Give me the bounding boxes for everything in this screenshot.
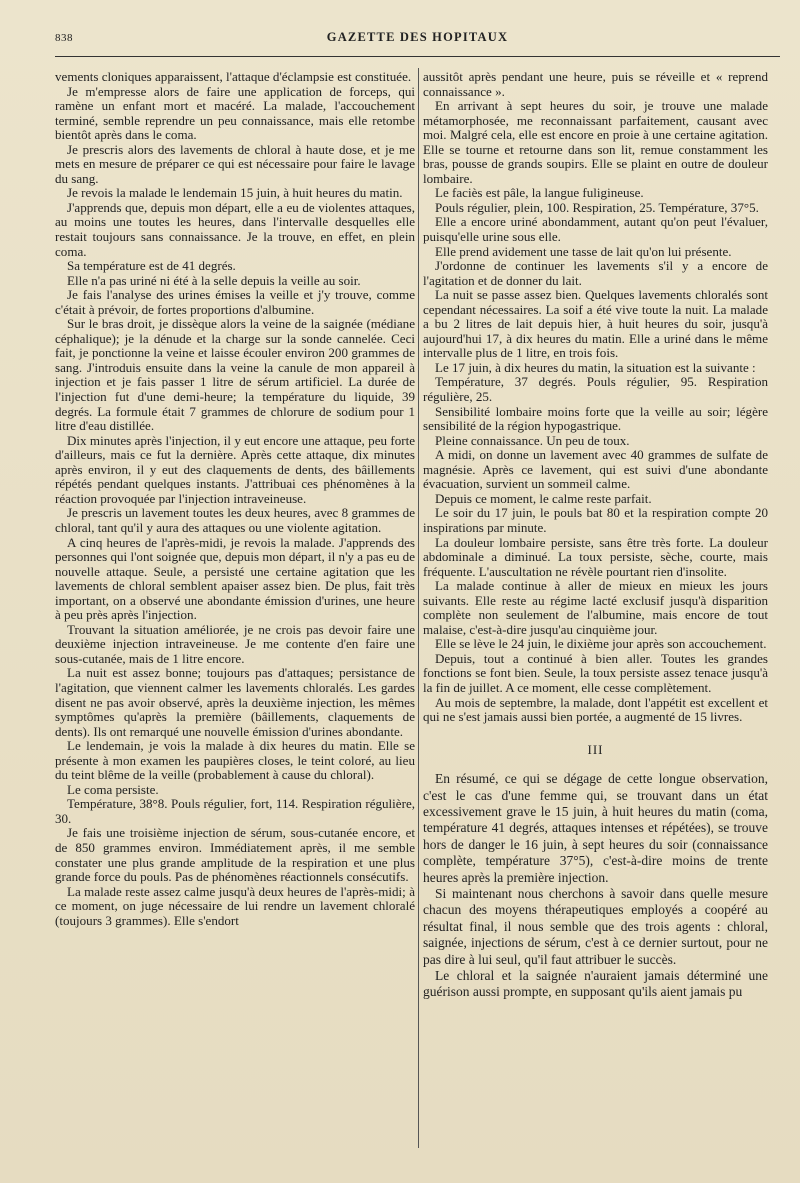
paragraph: La douleur lombaire persiste, sans être très forte. La douleur abdominale a diminué. La toux persiste, sèche, courte, mais fréquente. L'auscultation ne révèle pourtant rien d'insolite.: [423, 534, 768, 579]
paragraph: Pleine connaissance. Un peu de toux.: [435, 432, 630, 448]
paragraph: Je m'empresse alors de faire une application de forceps, qui ramène un enfant mort et macéré. La malade, l'accouchement terminé, semble reprendre un peu connaissance, mais elle retombe bientôt après dans le coma.: [55, 83, 415, 143]
right-column: [423, 70, 768, 1001]
header-rule: [55, 56, 780, 57]
journal-title: GAZETTE DES HOPITAUX: [326, 30, 509, 44]
paragraph: En arrivant à sept heures du soir, je trouve une malade métamorphosée, me reconnaissant parfaitement, causant avec moi. Malgré cela, elle est encore en proie à une certaine agitation. Elle se tourne et retourne dans son lit, remue constamment les bras, pousse de grands soupirs. Elle se plaint en outre de douleur lombaire.: [423, 98, 768, 186]
left-column: [55, 70, 415, 928]
paragraph: Elle se lève le 24 juin, le dixième jour après son accouchement.: [435, 636, 767, 652]
paragraph: aussitôt après pendant une heure, puis se réveille et « reprend connaissance ».: [423, 69, 768, 99]
paragraph: Si maintenant nous cherchons à savoir dans quelle mesure chacun des moyens thérapeutiques employés a coopéré au résultat final, il nous semble que des trois agents : chloral, saignée, injections de sérum, c'est à ce dernier surtout, pour ne pas dire à lui seul, qu'il faut attribuer le succès.: [423, 886, 768, 967]
paragraph: Sa température est de 41 degrés.: [67, 258, 236, 274]
paragraph: Le coma persiste.: [67, 781, 159, 797]
paragraph: Depuis, tout a continué à bien aller. Toutes les grandes fonctions se font bien. Seule, la toux persiste assez tenace jusqu'à la fin de juillet. A ce moment, elle cesse complètement.: [423, 650, 768, 695]
paragraph: Le lendemain, je vois la malade à dix heures du matin. Elle se présente à mon examen les paupières closes, le teint coloré, au lieu du teint blême de la veille (probablement à cause du chloral).: [55, 738, 415, 783]
paragraph: Elle n'a pas uriné ni été à la selle depuis la veille au soir.: [67, 272, 361, 288]
paragraph: La malade reste assez calme jusqu'à deux heures de l'après-midi; à ce moment, on juge nécessaire de lui rendre un lavement chloralé (toujours 3 grammes). Elle s'endort: [55, 883, 415, 928]
page-number: 838: [55, 32, 73, 44]
paragraph: Je fais l'analyse des urines émises la veille et j'y trouve, comme c'était à prévoir, de fortes proportions d'albumine.: [55, 287, 415, 317]
paragraph: Température, 38°8. Pouls régulier, fort, 114. Respiration régulière, 30.: [55, 796, 415, 826]
paragraph: La malade continue à aller de mieux en mieux les jours suivants. Elle reste au régime lacté exclusif jusqu'à disparition complète non seulement de l'albumine, mais encore de tout malaise, c'est-à-dire jusqu'au cinquième jour.: [423, 578, 768, 637]
paragraph: Pouls régulier, plein, 100. Respiration, 25. Température, 37°5.: [435, 199, 759, 215]
paragraph: Depuis ce moment, le calme reste parfait.: [435, 490, 652, 506]
paragraph: Température, 37 degrés. Pouls régulier, 95. Respiration régulière, 25.: [423, 374, 768, 405]
section-heading: III: [587, 741, 604, 757]
paragraph: Elle a encore uriné abondamment, autant qu'on peut l'évaluer, puisqu'elle urine sous elle.: [423, 214, 768, 245]
paragraph: Le 17 juin, à dix heures du matin, la situation est la suivante :: [435, 359, 756, 375]
section-body: [423, 771, 768, 1001]
paragraph: Trouvant la situation améliorée, je ne crois pas devoir faire une deuxième injection intraveineuse. Je me contente d'en faire une sous-cutanée, mais de 1 litre encore.: [55, 621, 415, 666]
page-header: [55, 30, 780, 54]
column-rule: [418, 68, 419, 1148]
paragraph: J'ordonne de continuer les lavements s'il y a encore de l'agitation et de donner du lait.: [423, 258, 768, 288]
paragraph: Je prescris alors des lavements de chloral à haute dose, et je me mets en mesure de préparer ce qui est nécessaire pour faire le lavage du sang.: [55, 141, 415, 186]
paragraph: A midi, on donne un lavement avec 40 grammes de sulfate de magnésie. Après ce lavement, qui est suivi d'une abondante évacuation, survient un sommeil calme.: [423, 447, 768, 492]
paragraph: Elle prend avidement une tasse de lait qu'on lui présente.: [435, 243, 732, 259]
paragraph: Je revois la malade le lendemain 15 juin, à huit heures du matin.: [67, 185, 403, 201]
paragraph: Dix minutes après l'injection, il y eut encore une attaque, peu forte d'ailleurs, mais ce fut la dernière. Après cette attaque, dix minutes après environ, il y eut des claquements de dents, des bâillements répétés pendant quelques instants. J'attribuai ces phénomènes à la réaction provoquée par l'injection intraveineuse.: [55, 432, 415, 506]
paragraph: La nuit est assez bonne; toujours pas d'attaques; persistance de l'agitation, que viennent calmer les lavements chloralés. Les gardes disent ne pas avoir observé, après la deuxième injection, les mêmes symptômes qu'après la première (bâillements, claquements de dents). Ils ont remarqué une nouvelle émission d'urines abondante.: [55, 665, 415, 739]
paragraph: Sensibilité lombaire moins forte que la veille au soir; légère sensibilité de la région hypogastrique.: [423, 403, 768, 434]
paragraph: Au mois de septembre, la malade, dont l'appétit est excellent et qui ne s'est jamais aussi bien portée, a augmenté de 15 livres.: [423, 694, 768, 725]
paragraph: Sur le bras droit, je dissèque alors la veine de la saignée (médiane céphalique); je la dénude et la charge sur la sonde cannelée. Ceci fait, je ponctionne la veine et laisse écouler environ 200 grammes de sang. J'introduis ensuite dans la veine la canule de mon appareil à injection et je fais passer 1 litre de sérum artificiel. La durée de l'injection fut d'une demi-heure; la température du liquide, 39 degrés. La formule était 7 grammes de chlorure de sodium pour 1 litre d'eau distillée.: [55, 316, 415, 434]
paragraph: Je fais une troisième injection de sérum, sous-cutanée encore, et de 850 grammes environ. Immédiatement après, il me semble constater une plus grande amplitude de la respiration et une plus grande force du pouls. Pas de phénomènes réactionnels consécutifs.: [55, 825, 415, 885]
paragraph: Le chloral et la saignée n'auraient jamais déterminé une guérison aussi prompte, en supposant qu'ils aient jamais pu: [423, 968, 768, 1000]
paragraph: A cinq heures de l'après-midi, je revois la malade. J'apprends des personnes qui l'ont soignée que, depuis mon départ, il n'y a pas eu de nouvelle attaque. Seule, a persisté une certaine agitation que les lavements de chloral semblent apaiser assez bien. De plus, fait très important, on a observé une abondante émission d'urines, une heure à peu près après l'injection.: [55, 534, 415, 623]
paragraph: En résumé, ce qui se dégage de cette longue observation, c'est le cas d'une femme qui, se trouvant dans un état excessivement grave le 15 juin, à huit heures du matin (coma, température 41 degrés, attaques intenses et répétées), se trouve hors de danger le 16 juin, à sept heures du soir (connaissance complète, température 37°5), c'est-à-dire moins de trente heures après la première injection.: [423, 771, 768, 885]
paragraph: Le faciès est pâle, la langue fuligineuse.: [435, 185, 644, 201]
paragraph: Le soir du 17 juin, le pouls bat 80 et la respiration compte 20 inspirations par minute.: [423, 505, 768, 535]
paragraph: Je prescris un lavement toutes les deux heures, avec 8 grammes de chloral, tant qu'il y aura des attaques ou une violente agitation.: [55, 505, 415, 535]
paragraph: J'apprends que, depuis mon départ, elle a eu de violentes attaques, au moins une toutes les heures, dans l'intervalle desquelles elle restait toujours sans connaissance. Je la trouve, en effet, en plein coma.: [55, 199, 415, 259]
paragraph: La nuit se passe assez bien. Quelques lavements chloralés sont cependant nécessaires. La soif a été vive toute la nuit. La malade a bu 2 litres de lait depuis hier, à huit heures du soir, jusqu'à aujourd'hui 17, à dix heures du matin. Elle a uriné dans le même intervalle plus de 1 litre, en trois fois.: [423, 287, 768, 361]
paragraph: vements cloniques apparaissent, l'attaque d'éclampsie est constituée.: [55, 69, 412, 84]
